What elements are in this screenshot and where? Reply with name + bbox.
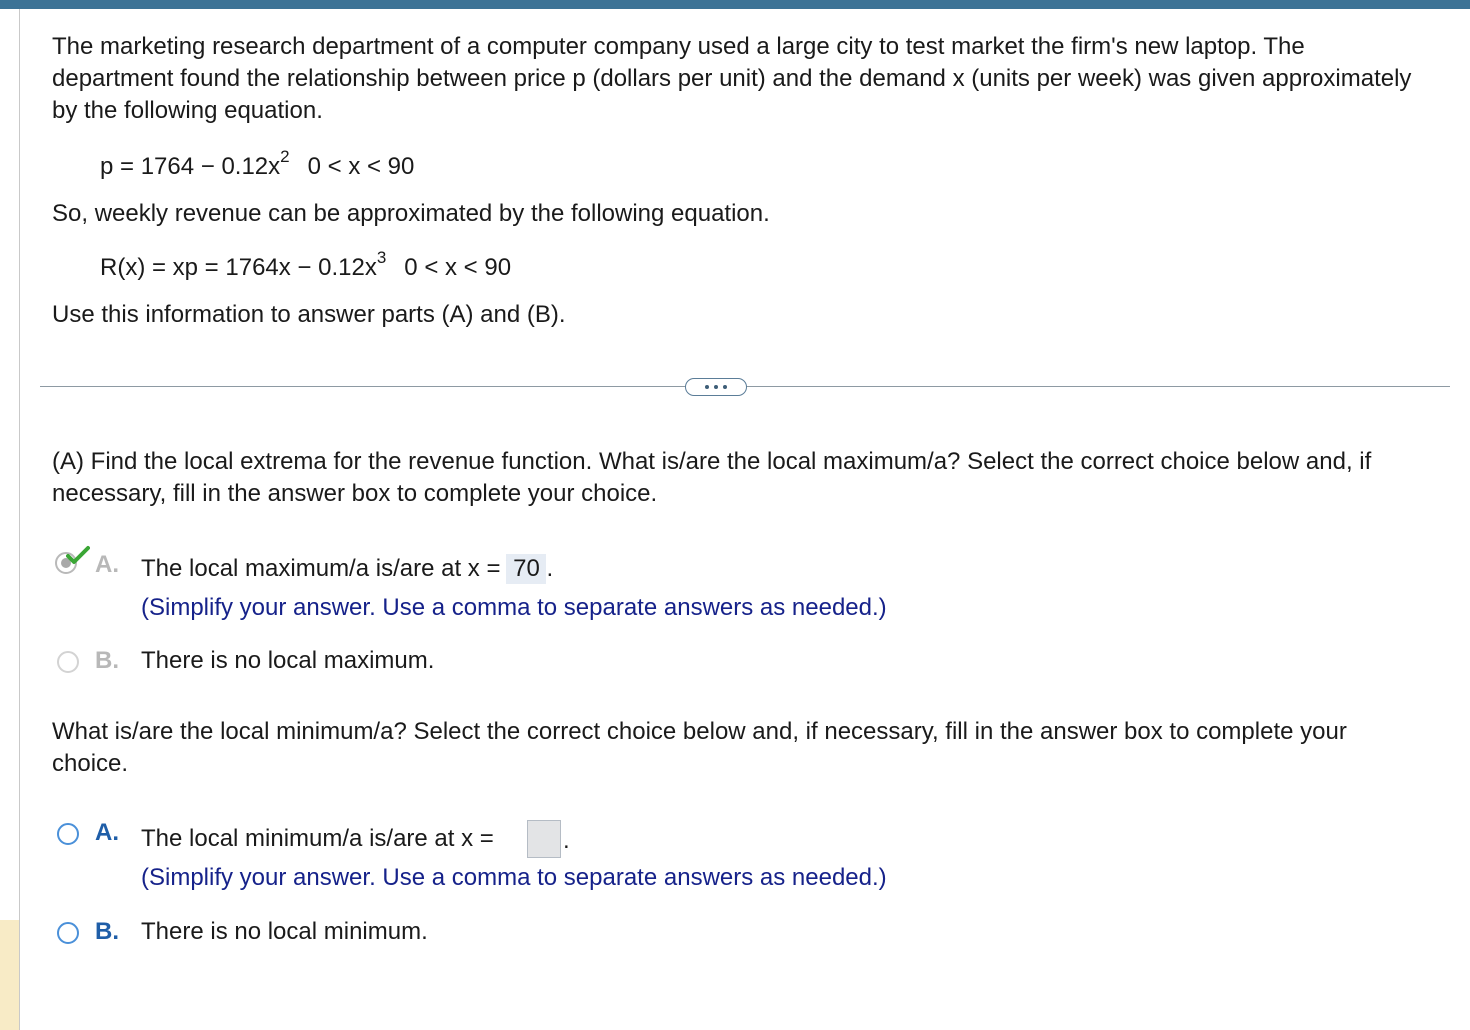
max-choice-a-text: The local maximum/a is/are at x =	[141, 555, 501, 582]
max-answer-period: .	[546, 555, 554, 582]
max-answer-box[interactable]: 70	[506, 554, 546, 584]
revenue-equation	[100, 248, 512, 283]
intro-paragraph: The marketing research department of a computer company used a large city to test market the firm's new laptop. The department found the relationship between price p (dollars per unit) and the demand x (units per week) was given approximately by the following equation.	[52, 33, 1412, 124]
price-equation-main: p = 1764 − 0.12x	[100, 153, 281, 180]
price-equation-exponent: 2	[280, 147, 290, 166]
dot-icon	[723, 385, 727, 389]
max-choice-a-hint: (Simplify your answer. Use a comma to separate answers as needed.)	[141, 594, 887, 621]
header-bar	[0, 0, 1470, 9]
min-choice-b-letter: B.	[95, 918, 119, 945]
min-choice-b-radio[interactable]	[57, 922, 79, 944]
min-choice-a-hint: (Simplify your answer. Use a comma to separate answers as needed.)	[141, 864, 887, 891]
show-more-button[interactable]	[685, 378, 747, 396]
revenue-equation-exponent: 3	[376, 248, 387, 267]
max-choice-a	[141, 554, 553, 584]
min-choice-a-radio[interactable]	[57, 823, 79, 845]
instruction-text: Use this information to answer parts (A) and (B).	[52, 301, 566, 328]
min-choice-a-text: The local minimum/a is/are at x =	[141, 825, 494, 852]
max-choice-a-letter: A.	[95, 551, 119, 578]
min-choice-a-letter: A.	[95, 819, 119, 846]
question-local-maximum: (A) Find the local extrema for the revenue function. What is/are the local maximum/a? Select the correct choice below and, if necessary, fill in the answer box to complete your choice.	[52, 448, 1372, 507]
price-equation	[100, 147, 415, 182]
dot-icon	[705, 385, 709, 389]
max-choice-b-letter: B.	[95, 647, 119, 674]
min-answer-period: .	[563, 827, 570, 854]
side-tab	[0, 920, 19, 1030]
min-answer-box[interactable]	[527, 820, 561, 858]
max-choice-b-radio[interactable]	[57, 651, 79, 673]
question-local-minimum: What is/are the local minimum/a? Select the correct choice below and, if necessary, fill in the answer box to complete your choice.	[52, 718, 1347, 777]
revenue-equation-range: 0 < x < 90	[404, 254, 512, 281]
dot-icon	[714, 385, 718, 389]
correct-check-icon	[66, 545, 90, 565]
revenue-equation-main: R(x) = xp = 1764x − 0.12x	[100, 254, 377, 281]
max-choice-b-text: There is no local maximum.	[141, 647, 435, 674]
revenue-lead-text: So, weekly revenue can be approximated by the following equation.	[52, 200, 770, 227]
left-border	[19, 9, 20, 1030]
min-choice-b-text: There is no local minimum.	[141, 918, 428, 945]
price-equation-range: 0 < x < 90	[307, 153, 415, 180]
